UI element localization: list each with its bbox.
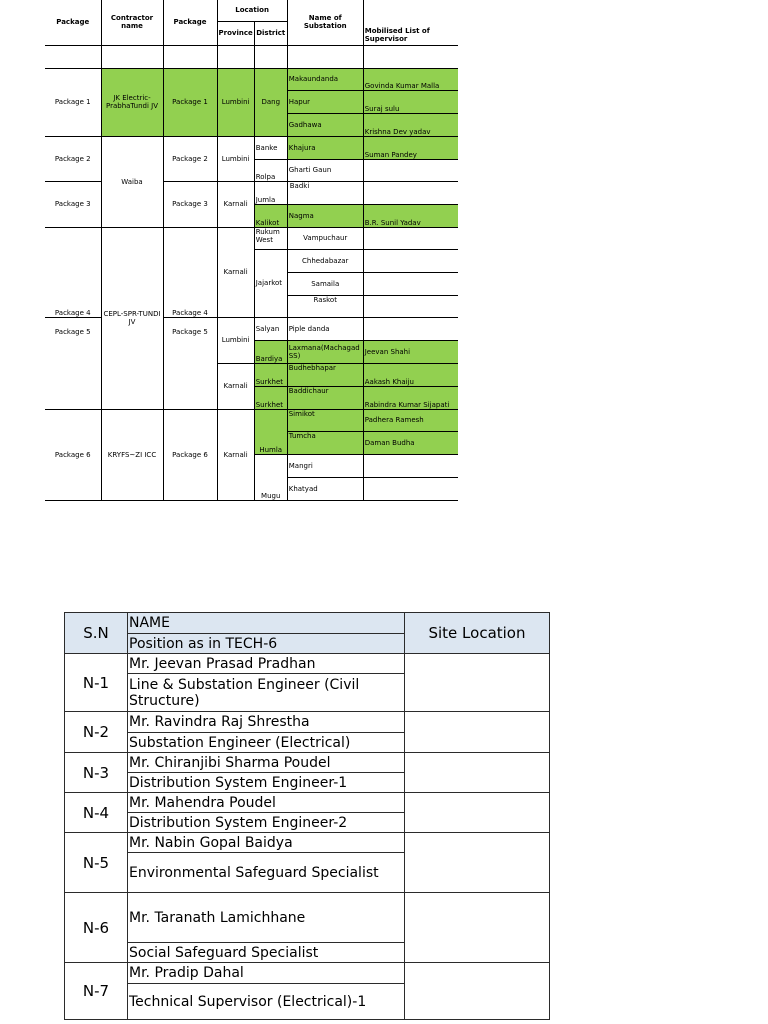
header-province: Province bbox=[217, 21, 254, 45]
sn-cell: N-4 bbox=[65, 793, 128, 833]
substation-cell: Badki bbox=[287, 181, 363, 204]
package-cell: Package 4 bbox=[163, 227, 217, 317]
header-package: Package bbox=[45, 0, 101, 45]
province-cell: Lumbini bbox=[217, 317, 254, 363]
substation-cell: Hapur bbox=[287, 90, 363, 113]
package-cell: Package 4 bbox=[45, 227, 101, 317]
substation-cell: Budhebhapar bbox=[287, 363, 363, 386]
sn-cell: N-5 bbox=[65, 833, 128, 893]
package-cell: Package 2 bbox=[163, 136, 217, 181]
substation-cell: Khajura bbox=[287, 136, 363, 159]
province-cell: Lumbini bbox=[217, 68, 254, 136]
spacer-cell bbox=[363, 45, 458, 68]
contractor-cell: JK Electric-PrabhaTundi JV bbox=[101, 68, 163, 136]
package-cell bbox=[163, 317, 217, 409]
staff-position: Substation Engineer (Electrical) bbox=[128, 733, 405, 753]
site-location-cell bbox=[405, 893, 550, 963]
header-site-location: Site Location bbox=[405, 613, 550, 654]
staff-name: Mr. Ravindra Raj Shrestha bbox=[128, 712, 405, 733]
header-location: Location bbox=[217, 0, 287, 21]
package-5-label: Package 5 bbox=[54, 327, 91, 336]
supervisor-cell: Daman Budha bbox=[363, 431, 458, 454]
substation-cell: Chhedabazar bbox=[287, 249, 363, 272]
substation-package-table bbox=[45, 0, 458, 501]
substation-cell: Raskot bbox=[287, 295, 363, 317]
district-cell: Mugu bbox=[254, 454, 287, 500]
site-location-cell bbox=[405, 654, 550, 712]
substation-cell: Laxmana(Machagad SS) bbox=[287, 340, 363, 363]
staff-position: Distribution System Engineer-2 bbox=[128, 813, 405, 833]
substation-cell: Makaundanda bbox=[287, 68, 363, 90]
supervisor-cell bbox=[363, 477, 458, 500]
supervisor-cell: Padhera Ramesh bbox=[363, 409, 458, 431]
substation-cell: Gharti Gaun bbox=[287, 159, 363, 181]
substation-cell: Tumcha bbox=[287, 431, 363, 454]
district-cell: Surkhet bbox=[254, 386, 287, 409]
supervisor-cell bbox=[363, 317, 458, 340]
staff-position: Environmental Safeguard Specialist bbox=[128, 853, 405, 893]
supervisor-cell: B.R. Sunil Yadav bbox=[363, 204, 458, 227]
staff-position: Social Safeguard Specialist bbox=[128, 943, 405, 963]
staff-name: Mr. Pradip Dahal bbox=[128, 963, 405, 984]
header-contractor-name: Contractor name bbox=[101, 0, 163, 45]
substation-cell: Samaila bbox=[287, 272, 363, 295]
header-position: Position as in TECH-6 bbox=[128, 634, 405, 654]
substation-cell: Mangri bbox=[287, 454, 363, 477]
supervisor-cell bbox=[363, 295, 458, 317]
package-5-label: Package 5 bbox=[172, 327, 208, 336]
spacer-cell bbox=[101, 45, 163, 68]
spacer-cell bbox=[217, 45, 254, 68]
sn-cell: N-3 bbox=[65, 753, 128, 793]
staff-name: Mr. Mahendra Poudel bbox=[128, 793, 405, 813]
package-cell: Package 3 bbox=[45, 181, 101, 227]
staff-name: Mr. Taranath Lamichhane bbox=[128, 893, 405, 943]
province-cell: Lumbini bbox=[217, 136, 254, 181]
spacer-cell bbox=[163, 45, 217, 68]
header-supervisor: Mobilised List of Supervisor bbox=[363, 0, 458, 45]
district-cell: Dang bbox=[254, 68, 287, 136]
district-cell: Jumla bbox=[254, 181, 287, 204]
district-cell: Salyan bbox=[254, 317, 287, 340]
site-location-cell bbox=[405, 833, 550, 893]
header-sn: S.N bbox=[65, 613, 128, 654]
district-cell: Jajarkot bbox=[254, 249, 287, 317]
contractor-cell: CEPL-SPR-TUNDI JV bbox=[101, 227, 163, 409]
supervisor-cell bbox=[363, 181, 458, 204]
supervisor-cell: Suman Pandey bbox=[363, 136, 458, 159]
province-cell: Karnali bbox=[217, 227, 254, 317]
district-cell: Kalikot bbox=[254, 204, 287, 227]
substation-cell: Gadhawa bbox=[287, 113, 363, 136]
header-name: NAME bbox=[128, 613, 405, 634]
staff-name: Mr. Nabin Gopal Baidya bbox=[128, 833, 405, 853]
package-cell bbox=[45, 317, 101, 409]
substation-cell: Vampuchaur bbox=[287, 227, 363, 249]
substation-cell: Simikot bbox=[287, 409, 363, 431]
contractor-cell: Waiba bbox=[101, 136, 163, 227]
sn-cell: N-7 bbox=[65, 963, 128, 1020]
contractor-cell: KRYFS~ZI ICC bbox=[101, 409, 163, 500]
staff-position-table bbox=[64, 612, 550, 1020]
site-location-cell bbox=[405, 753, 550, 793]
district-cell: Rolpa bbox=[254, 159, 287, 181]
district-cell: Humla bbox=[254, 409, 287, 454]
supervisor-cell: Rabindra Kumar Sijapati bbox=[363, 386, 458, 409]
staff-position: Distribution System Engineer-1 bbox=[128, 773, 405, 793]
district-cell: Rukum West bbox=[254, 227, 287, 249]
sn-cell: N-1 bbox=[65, 654, 128, 712]
province-cell: Karnali bbox=[217, 181, 254, 227]
supervisor-cell: Krishna Dev yadav bbox=[363, 113, 458, 136]
substation-cell: Khatyad bbox=[287, 477, 363, 500]
package-cell: Package 3 bbox=[163, 181, 217, 227]
staff-name: Mr. Jeevan Prasad Pradhan bbox=[128, 654, 405, 674]
header-package-2: Package bbox=[163, 0, 217, 45]
district-cell: Bardiya bbox=[254, 340, 287, 363]
sn-cell: N-6 bbox=[65, 893, 128, 963]
supervisor-cell bbox=[363, 227, 458, 249]
package-cell: Package 1 bbox=[163, 68, 217, 136]
package-cell: Package 6 bbox=[163, 409, 217, 500]
header-district: District bbox=[254, 21, 287, 45]
package-cell: Package 6 bbox=[45, 409, 101, 500]
staff-position: Technical Supervisor (Electrical)-1 bbox=[128, 984, 405, 1020]
site-location-cell bbox=[405, 793, 550, 833]
district-cell: Surkhet bbox=[254, 363, 287, 386]
spacer-cell bbox=[254, 45, 287, 68]
staff-position: Line & Substation Engineer (Civil Structure) bbox=[128, 674, 405, 712]
supervisor-cell: Govinda Kumar Malla bbox=[363, 68, 458, 90]
header-substation: Name of Substation bbox=[287, 0, 363, 45]
site-location-cell bbox=[405, 963, 550, 1020]
district-cell: Banke bbox=[254, 136, 287, 159]
package-cell: Package 2 bbox=[45, 136, 101, 181]
province-cell: Karnali bbox=[217, 409, 254, 500]
supervisor-cell bbox=[363, 159, 458, 181]
supervisor-cell bbox=[363, 454, 458, 477]
substation-cell: Piple danda bbox=[287, 317, 363, 340]
substation-cell: Baddichaur bbox=[287, 386, 363, 409]
supervisor-cell: Suraj sulu bbox=[363, 90, 458, 113]
supervisor-cell: Jeevan Shahi bbox=[363, 340, 458, 363]
sn-cell: N-2 bbox=[65, 712, 128, 753]
supervisor-cell bbox=[363, 249, 458, 272]
province-cell: Karnali bbox=[217, 363, 254, 409]
supervisor-cell bbox=[363, 272, 458, 295]
site-location-cell bbox=[405, 712, 550, 753]
spacer-cell bbox=[45, 45, 101, 68]
staff-name: Mr. Chiranjibi Sharma Poudel bbox=[128, 753, 405, 773]
supervisor-cell: Aakash Khaiju bbox=[363, 363, 458, 386]
package-cell: Package 1 bbox=[45, 68, 101, 136]
spacer-cell bbox=[287, 45, 363, 68]
substation-cell: Nagma bbox=[287, 204, 363, 227]
